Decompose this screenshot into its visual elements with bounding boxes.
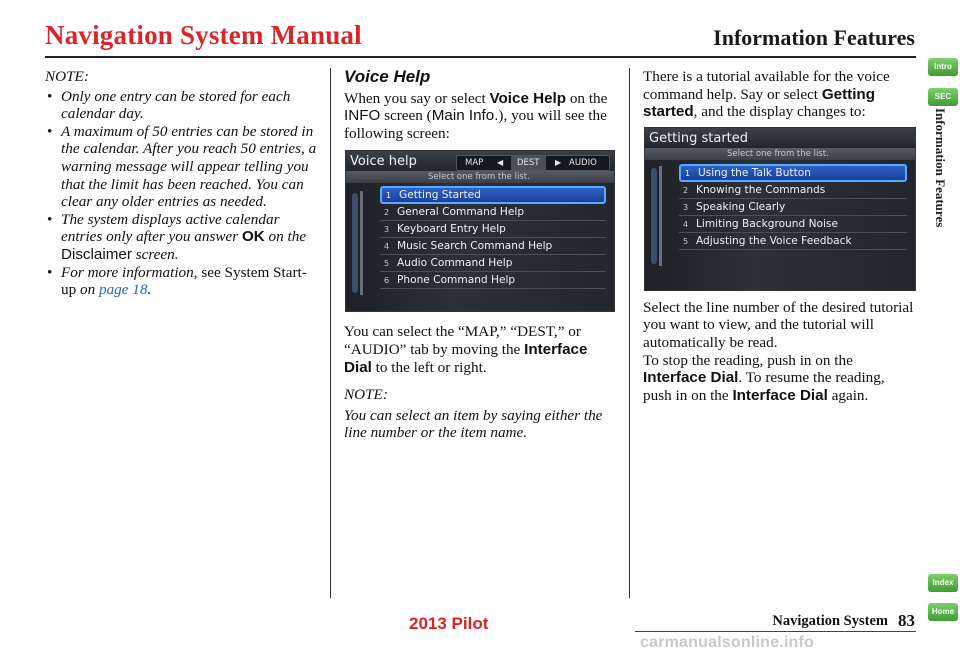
list-item (380, 238, 606, 255)
note-text: The system displays active calendar entries only after you answer (61, 210, 280, 246)
note-text: Only one entry can be stored for each calendar day. (61, 87, 291, 123)
item-number: 6 (384, 276, 390, 285)
info-term: INFO (344, 107, 381, 125)
item-number: 2 (683, 186, 689, 195)
list-item (679, 164, 907, 182)
tutorial-stop-text (643, 352, 915, 405)
note-text: on the (264, 228, 307, 246)
footer-divider (635, 631, 916, 632)
screen-tabs (456, 155, 610, 171)
item-label: Limiting Background Noise (696, 218, 838, 230)
body-text: on the (566, 89, 608, 107)
arrow-right-icon: ▶ (555, 158, 562, 167)
item-label: Using the Talk Button (698, 167, 811, 179)
model-label: 2013 Pilot (409, 614, 489, 633)
scrollbar-icon (651, 168, 657, 264)
tab-dest: DEST (511, 156, 546, 170)
tutorial-intro (643, 68, 915, 121)
column-divider (330, 68, 331, 598)
screen-title: Voice help (350, 154, 417, 169)
note-label: NOTE: (45, 68, 89, 85)
note-text: You can select an item by saying either the line number or the item name. (344, 406, 603, 442)
body-text: There is a tutorial available for the voice command help. Say or select (643, 68, 890, 103)
list-item: • A maximum of 50 entries can be stored in the calendar. After you reach 50 entries, a warning message will appear telling you that the limit has been reached. You can clear any older entries as needed. (47, 122, 317, 211)
note-text: . (147, 281, 152, 299)
screen-subtitle: Select one from the list. (727, 149, 829, 159)
list-item (380, 204, 606, 221)
sec-button[interactable]: SEC (928, 88, 958, 106)
item-number: 4 (384, 242, 390, 251)
notes-column (45, 68, 317, 299)
list-item (380, 255, 606, 272)
getting-started-screenshot (644, 127, 916, 291)
list-item (679, 216, 907, 233)
index-button[interactable]: Index (928, 574, 958, 592)
item-label: Speaking Clearly (696, 201, 786, 213)
body-text: again. (827, 386, 869, 404)
list-item: • For more information, see System Start-up on page 18. (47, 263, 307, 299)
item-number: 5 (683, 237, 689, 246)
scrollbar-icon (352, 193, 358, 293)
item-label: Music Search Command Help (397, 240, 553, 252)
body-text: . To resume the reading, push in on the (643, 369, 885, 404)
see-system-startup-text: see System Start-up (61, 263, 307, 299)
disclaimer-term: Disclaimer (61, 245, 132, 263)
getting-started-term: Getting started (643, 85, 875, 121)
item-number: 5 (384, 259, 390, 268)
list-item (679, 233, 907, 250)
section-title: Information Features (713, 25, 915, 50)
footer-nav-label: Navigation System (772, 613, 888, 629)
item-label: Audio Command Help (397, 257, 513, 269)
body-text: , and the display changes to: (693, 103, 866, 121)
note-text: A maximum of 50 entries can be stored in the calendar. After you reach 50 entries, a warning message will appear telling you that the limit has been reached. You can clear any older entries as needed. (61, 122, 317, 211)
list-item (380, 272, 606, 289)
item-number: 4 (683, 220, 689, 229)
ok-term: OK (241, 228, 265, 246)
list-item (380, 221, 606, 238)
note-text: screen. (131, 245, 179, 263)
body-text: You can select the “MAP,” “DEST,” or “AUDIO” tab by moving the (344, 323, 581, 358)
page-18-link[interactable]: page 18 (98, 281, 148, 299)
item-number: 3 (384, 225, 390, 234)
voice-help-list (380, 186, 606, 289)
tutorial-list (679, 164, 907, 250)
spacer (344, 376, 616, 386)
header-divider (45, 56, 916, 58)
watermark: carmanualsonline.info (640, 634, 815, 651)
column-divider (629, 68, 630, 598)
manual-title: Navigation System Manual (45, 20, 362, 50)
item-number: 3 (683, 203, 689, 212)
note-text: on (76, 281, 99, 299)
arrow-left-icon: ◀ (497, 158, 504, 167)
tab-map: MAP (465, 158, 484, 168)
note-text: For more information, (61, 263, 202, 281)
item-label: Adjusting the Voice Feedback (696, 235, 852, 247)
note-label: NOTE: (344, 386, 388, 404)
item-label: Keyboard Entry Help (397, 223, 506, 235)
list-item (380, 186, 606, 204)
voice-help-screenshot (345, 150, 615, 312)
list-item: • The system displays active calendar entries only after you answer OK on the Disclaimer screen. (47, 210, 307, 263)
body-text: screen ( (380, 107, 432, 125)
side-label-text: Information Features (933, 108, 948, 228)
body-text: ), you will see the following screen: (344, 107, 607, 142)
home-button[interactable]: Home (928, 603, 958, 621)
interface-dial-term: Interface Dial (732, 386, 828, 404)
item-label: General Command Help (397, 206, 525, 218)
list-item (679, 182, 907, 199)
item-label: Knowing the Commands (696, 184, 826, 196)
list-item: • Only one entry can be stored for each calendar day. (47, 87, 291, 123)
item-number: 1 (386, 191, 392, 200)
voice-help-term: Voice Help (489, 89, 567, 107)
voice-help-intro (344, 90, 616, 143)
notes-list (45, 88, 317, 299)
scroll-track (659, 166, 662, 266)
scroll-track (360, 191, 363, 295)
page-number: 83 (898, 611, 915, 630)
interface-dial-term: Interface Dial (643, 369, 739, 387)
interface-dial-term: Interface Dial (344, 340, 588, 376)
item-number: 1 (685, 169, 691, 178)
voice-help-heading: Voice Help (344, 67, 431, 86)
item-label: Getting Started (399, 189, 481, 201)
screen-title: Getting started (649, 131, 749, 146)
side-section-label (929, 108, 951, 258)
body-text: To stop the reading, push in on the (643, 351, 853, 369)
item-number: 2 (384, 208, 390, 217)
list-item (679, 199, 907, 216)
tutorial-select-text: Select the line number of the desired tutorial you want to view, and the tutorial will automatically be read. (643, 298, 914, 351)
item-label: Phone Command Help (397, 274, 516, 286)
screen-subtitle: Select one from the list. (428, 172, 530, 182)
intro-button[interactable]: Intro (928, 58, 958, 76)
tab-audio: AUDIO (569, 158, 597, 168)
body-text: to the left or right. (371, 358, 487, 376)
tab-instructions (344, 323, 616, 376)
main-info-term: Main Info. (431, 107, 499, 125)
body-text: When you say or select (344, 89, 490, 107)
